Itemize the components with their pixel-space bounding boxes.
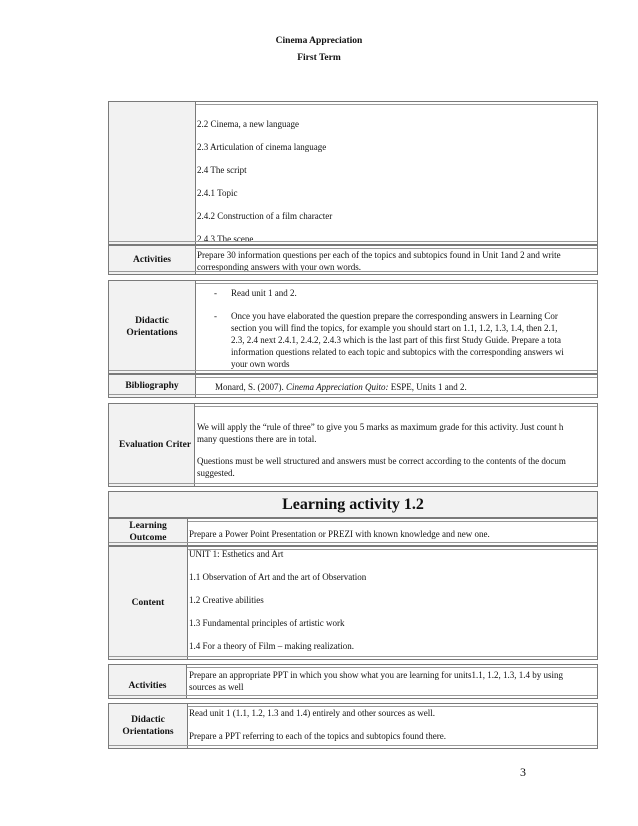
topic-item: 2.3 Articulation of cinema language [197, 142, 327, 152]
didactic-orientations-label [109, 281, 196, 373]
activities-text-line: Prepare 30 information questions per each of the topics and subtopics found in Unit 1and 2 and write [197, 250, 561, 260]
didactic-item: Read unit 1 and 2. [231, 288, 297, 298]
evaluation-criteria-cell [195, 404, 597, 486]
activities-row-2 [108, 664, 598, 699]
bibliography-rest: ESPE, Units 1 and 2. [390, 382, 467, 392]
label-line: Learning [129, 521, 167, 531]
bibliography-row [108, 374, 598, 398]
content-item: UNIT 1: Esthetics and Art [189, 549, 284, 559]
unit-topics-label [109, 102, 196, 244]
label-line: Orientations [126, 328, 178, 338]
document-title: Cinema Appreciation [275, 36, 363, 46]
label-line: Orientations [122, 727, 174, 737]
activities-text-line: corresponding answers with your own words. [197, 262, 361, 272]
bibliography-label: Bibliography [109, 375, 196, 397]
learning-activity-heading: Learning activity 1.2 [108, 491, 598, 518]
didactic-orientations-cell-2 [187, 704, 597, 748]
evaluation-text-line: Questions must be well structured and answers must be correct according to the contents of the docum [197, 456, 566, 466]
content-item: 1.3 Fundamental principles of artistic work [189, 618, 345, 628]
evaluation-text-line: We will apply the “rule of three” to give you 5 marks as maximum grade for this activity. Just count h [197, 422, 564, 432]
didactic-orientations-label-2 [109, 704, 188, 748]
bibliography-text [215, 381, 467, 393]
didactic-item-line: your own words [231, 359, 290, 369]
content-item: 1.1 Observation of Art and the art of Observation [189, 572, 367, 582]
term-label: First Term [297, 53, 341, 63]
topic-item: 2.4.1 Topic [197, 188, 238, 198]
evaluation-text-line: many questions there are in total. [197, 434, 317, 444]
page-number: 3 [520, 765, 526, 779]
evaluation-text-line: suggested. [197, 468, 235, 478]
evaluation-criteria-row [108, 403, 598, 487]
content-item: 1.2 Creative abilities [189, 595, 264, 605]
topic-item: 2.4.2 Construction of a film character [197, 211, 333, 221]
bibliography-author: Monard, S. (2007). [215, 382, 284, 392]
activities-text-line: sources as well [189, 682, 244, 692]
activities-label-2: Activities [109, 665, 187, 698]
label-line: Didactic [131, 715, 165, 725]
bibliography-cell [195, 375, 597, 397]
didactic-item-line: section you will find the topics, for example you should start on 1.1, 1.2, 1.3, 1.4, then 2.1, [231, 323, 558, 333]
label-line: Outcome [129, 533, 167, 543]
activities-cell [195, 246, 597, 274]
didactic-orientations-cell [195, 281, 597, 373]
topic-item: 2.2 Cinema, a new language [197, 119, 299, 129]
learning-outcome-row [108, 518, 598, 546]
learning-outcome-cell [187, 519, 597, 545]
didactic-orientations-row-2 [108, 703, 598, 749]
didactic-item-line: information questions related to each topic and subtopics with the corresponding answers wi [231, 347, 564, 357]
activities-text-line: Prepare an appropriate PPT in which you show what you are learning for units1.1, 1.2, 1.3, 1.4 by using [189, 670, 564, 680]
activities-cell-2 [187, 665, 597, 698]
content-label: Content [109, 547, 188, 659]
topic-item: 2.4.3 The scene [197, 234, 254, 244]
learning-outcome-text: Prepare a Power Point Presentation or PREZI with known knowledge and new one. [189, 529, 490, 539]
learning-outcome-label [109, 519, 188, 545]
unit-topics-row [108, 101, 598, 245]
activities-row [108, 245, 598, 275]
evaluation-criteria-label: Evaluation Criter [109, 404, 195, 486]
bullet-dash: - [214, 311, 217, 321]
bullet-dash: - [214, 288, 217, 298]
didactic-text-line: Read unit 1 (1.1, 1.2, 1.3 and 1.4) entirely and other sources as well. [189, 708, 435, 718]
topic-item: 2.4 The script [197, 165, 247, 175]
didactic-text-line: Prepare a PPT referring to each of the topics and subtopics found there. [189, 731, 447, 741]
content-item: 1.4 For a theory of Film – making realization. [189, 641, 354, 651]
didactic-item-line: Once you have elaborated the question prepare the corresponding answers in Learning Cor [231, 311, 558, 321]
unit-topics-cell [195, 102, 597, 244]
bibliography-work: Cinema Appreciation Quito: [286, 382, 389, 392]
content-row [108, 546, 598, 660]
didactic-orientations-row [108, 280, 598, 374]
label-line: Didactic [135, 316, 169, 326]
activities-label: Activities [109, 246, 196, 274]
didactic-item-line: 2.3, 2.4 next 2.4.1, 2.4.2, 2.4.3 which is the last part of this first Study Guide. Prepare a tota [231, 335, 561, 345]
content-cell [187, 547, 597, 659]
